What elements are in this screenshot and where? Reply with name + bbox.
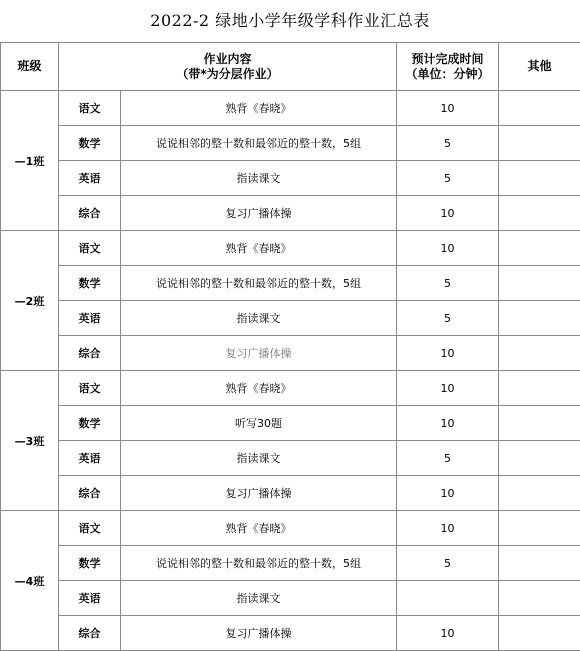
- class-cell: —3班: [1, 371, 59, 511]
- other-cell: [499, 581, 580, 616]
- subject-cell: 数学: [59, 406, 121, 441]
- subject-cell: 综合: [59, 336, 121, 371]
- content-cell: 复习广播体操: [121, 196, 397, 231]
- content-cell: 指读课文: [121, 161, 397, 196]
- subject-cell: 数学: [59, 546, 121, 581]
- other-cell: [499, 336, 580, 371]
- time-cell: 5: [397, 126, 499, 161]
- content-cell: 指读课文: [121, 301, 397, 336]
- other-cell: [499, 301, 580, 336]
- content-cell: 说说相邻的整十数和最邻近的整十数，5组: [121, 126, 397, 161]
- content-cell: 听写30题: [121, 406, 397, 441]
- class-cell: —1班: [1, 91, 59, 231]
- other-cell: [499, 266, 580, 301]
- subject-cell: 语文: [59, 91, 121, 126]
- table-row: [1, 441, 580, 476]
- time-cell: 10: [397, 616, 499, 651]
- class-cell: —2班: [1, 231, 59, 371]
- table-row: [1, 371, 580, 406]
- time-cell: 10: [397, 371, 499, 406]
- time-cell: 10: [397, 406, 499, 441]
- other-cell: [499, 616, 580, 651]
- time-cell: 10: [397, 231, 499, 266]
- other-cell: [499, 161, 580, 196]
- content-cell: 指读课文: [121, 581, 397, 616]
- header-other: 其他: [499, 43, 580, 91]
- subject-cell: 综合: [59, 476, 121, 511]
- table-row: [1, 336, 580, 371]
- content-cell: 复习广播体操: [121, 476, 397, 511]
- subject-cell: 英语: [59, 441, 121, 476]
- table-row: [1, 546, 580, 581]
- table-row: [1, 581, 580, 616]
- content-cell: 熟背《春晓》: [121, 91, 397, 126]
- content-cell: 指读课文: [121, 441, 397, 476]
- header-time: [397, 43, 499, 91]
- subject-cell: 综合: [59, 196, 121, 231]
- subject-cell: 语文: [59, 371, 121, 406]
- table-row: [1, 616, 580, 651]
- time-cell: 10: [397, 336, 499, 371]
- subject-cell: 语文: [59, 231, 121, 266]
- subject-cell: 综合: [59, 616, 121, 651]
- table-row: [1, 196, 580, 231]
- other-cell: [499, 406, 580, 441]
- header-content: [59, 43, 397, 91]
- other-cell: [499, 511, 580, 546]
- content-cell: 复习广播体操: [121, 616, 397, 651]
- subject-cell: 数学: [59, 266, 121, 301]
- content-cell: 熟背《春晓》: [121, 371, 397, 406]
- other-cell: [499, 231, 580, 266]
- class-cell: —4班: [1, 511, 59, 651]
- time-cell: 10: [397, 91, 499, 126]
- other-cell: [499, 196, 580, 231]
- homework-table: [0, 42, 580, 651]
- header-row: [1, 43, 580, 91]
- time-cell: 5: [397, 441, 499, 476]
- time-cell: 10: [397, 196, 499, 231]
- table-row: [1, 476, 580, 511]
- content-cell: 说说相邻的整十数和最邻近的整十数，5组: [121, 266, 397, 301]
- time-cell: 5: [397, 161, 499, 196]
- content-cell: 说说相邻的整十数和最邻近的整十数，5组: [121, 546, 397, 581]
- other-cell: [499, 441, 580, 476]
- subject-cell: 数学: [59, 126, 121, 161]
- table-row: [1, 266, 580, 301]
- content-cell: 熟背《春晓》: [121, 231, 397, 266]
- other-cell: [499, 371, 580, 406]
- time-cell: [397, 581, 499, 616]
- table-row: [1, 406, 580, 441]
- subject-cell: 英语: [59, 161, 121, 196]
- header-content-note: （带*为分层作业）: [59, 67, 396, 82]
- time-cell: 5: [397, 301, 499, 336]
- table-row: [1, 301, 580, 336]
- page-title: 2022-2 绿地小学年级学科作业汇总表: [0, 6, 580, 36]
- other-cell: [499, 546, 580, 581]
- header-content-title: 作业内容: [59, 52, 396, 67]
- table-row: [1, 511, 580, 546]
- subject-cell: 英语: [59, 581, 121, 616]
- time-cell: 5: [397, 546, 499, 581]
- header-time-title: 预计完成时间: [397, 52, 498, 67]
- subject-cell: 语文: [59, 511, 121, 546]
- subject-cell: 英语: [59, 301, 121, 336]
- content-cell: 复习广播体操: [121, 336, 397, 371]
- header-time-unit: （单位：分钟）: [397, 67, 498, 82]
- table-row: [1, 161, 580, 196]
- time-cell: 10: [397, 511, 499, 546]
- other-cell: [499, 126, 580, 161]
- table-row: [1, 231, 580, 266]
- other-cell: [499, 476, 580, 511]
- header-class: 班级: [1, 43, 59, 91]
- table-row: [1, 126, 580, 161]
- table-row: [1, 91, 580, 126]
- time-cell: 5: [397, 266, 499, 301]
- time-cell: 10: [397, 476, 499, 511]
- content-cell: 熟背《春晓》: [121, 511, 397, 546]
- other-cell: [499, 91, 580, 126]
